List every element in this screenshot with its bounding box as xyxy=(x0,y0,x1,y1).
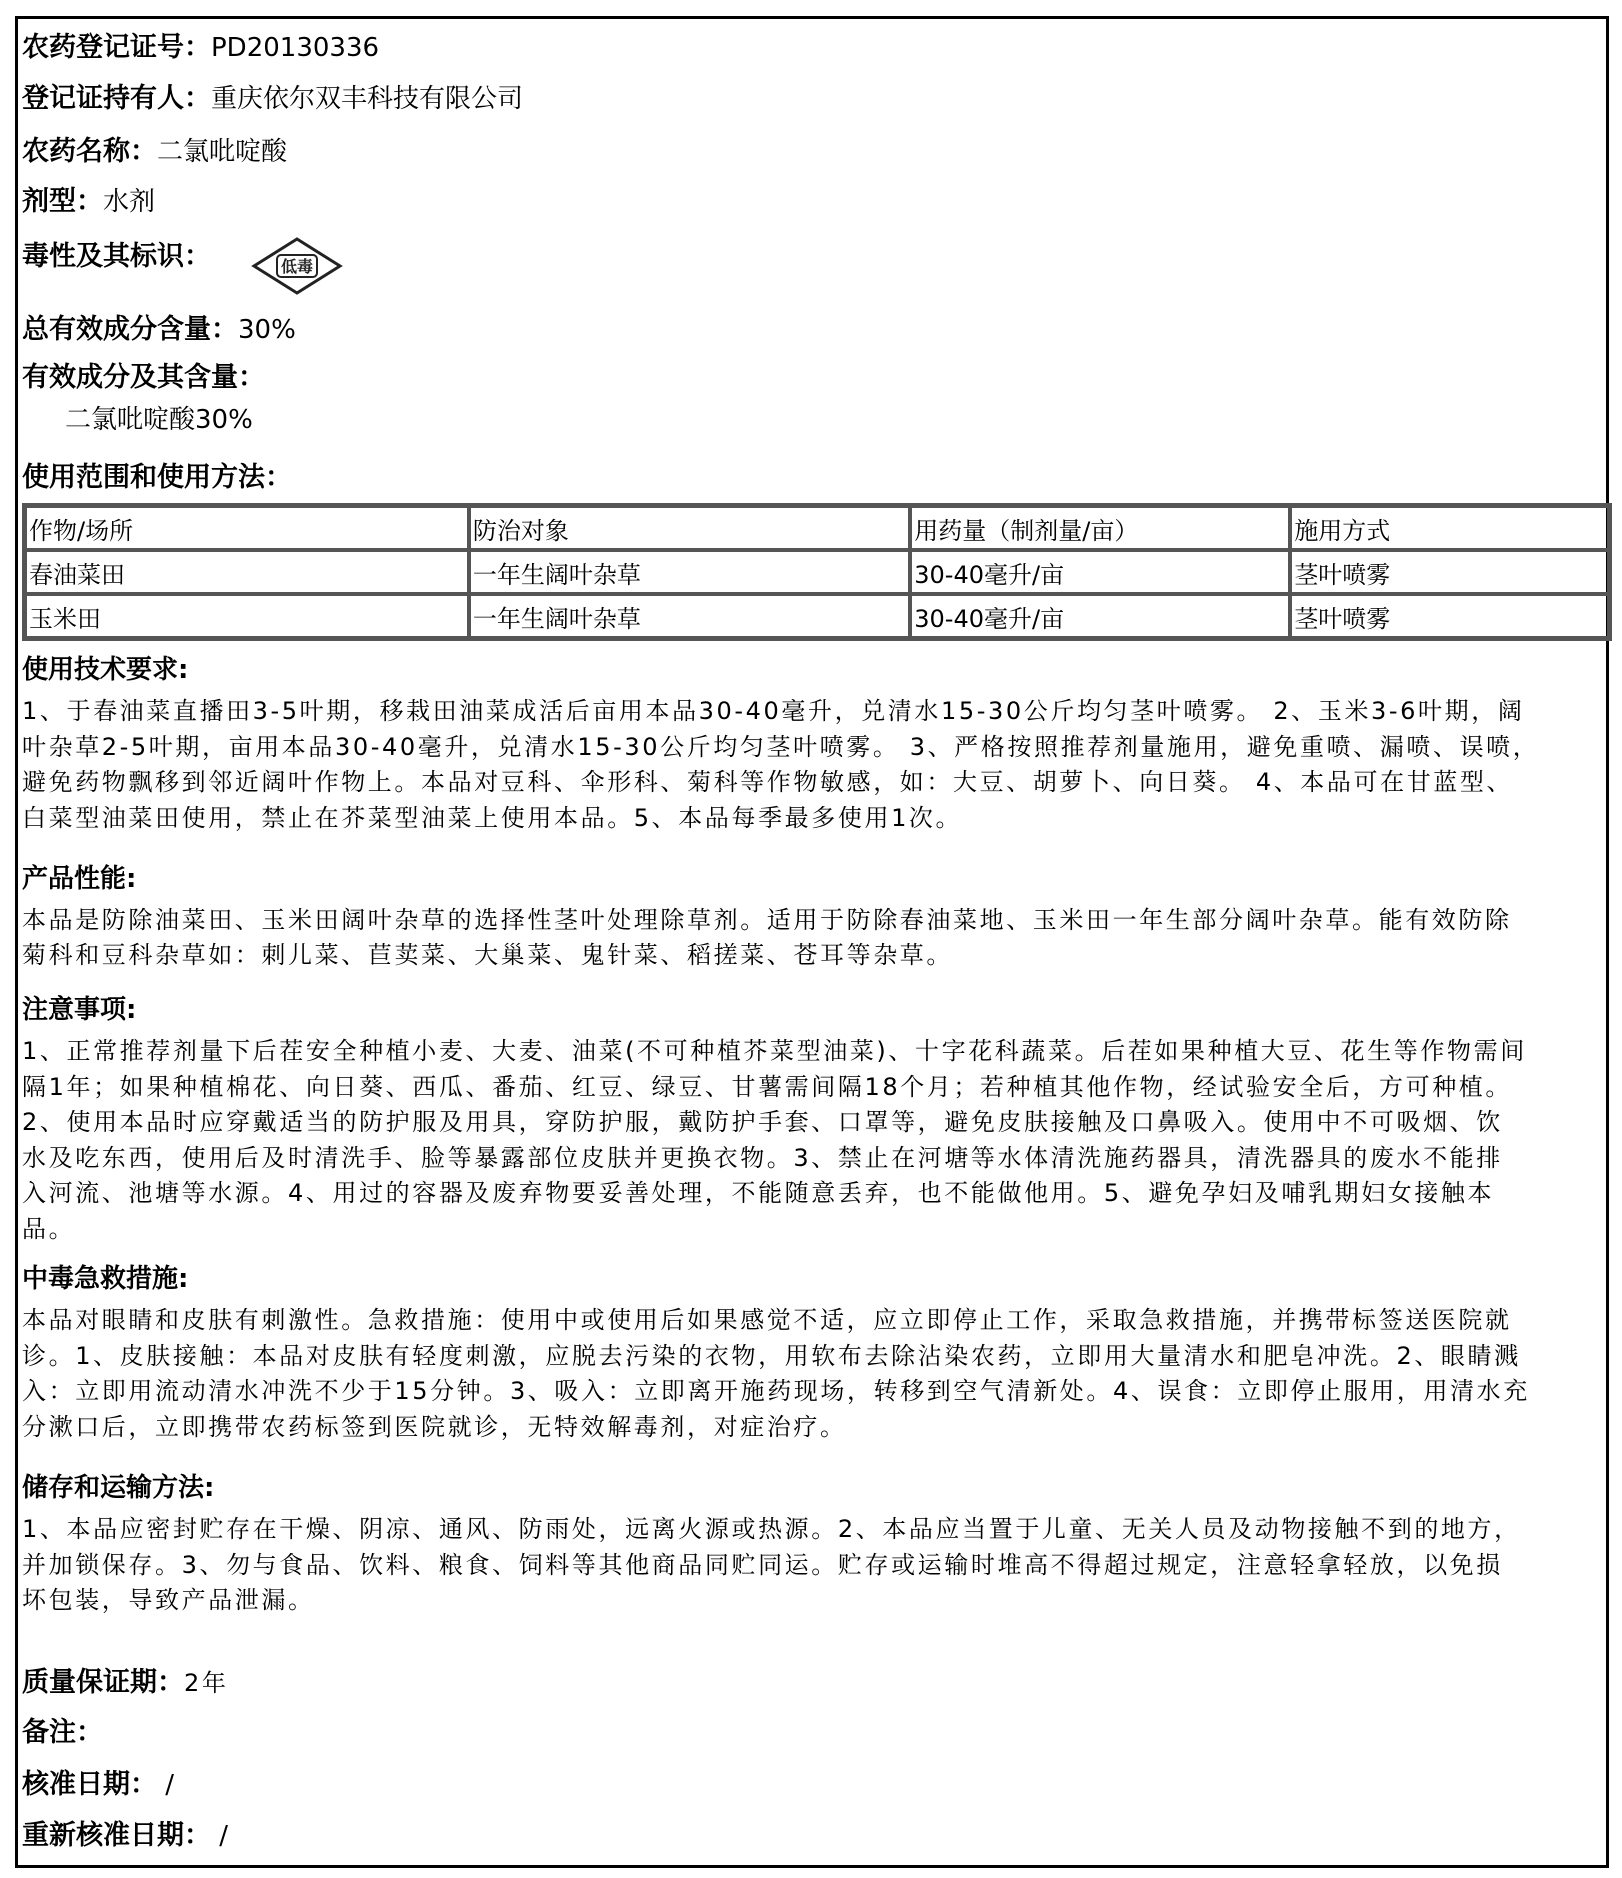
holder-value: 重庆依尔双丰科技有限公司 xyxy=(211,84,524,114)
precautions-text-line: 品。 xyxy=(22,1214,76,1243)
ingredients-value-row xyxy=(65,403,253,437)
reg-no-row xyxy=(22,31,379,65)
form-value: 水剂 xyxy=(103,187,156,217)
tech-requirements-text-line: 白菜型油菜田使用，禁止在芥菜型油菜上使用本品。5、本品每季最多使用1次。 xyxy=(22,803,963,832)
table-header-cell: 用药量（制剂量/亩） xyxy=(910,506,1290,550)
product-performance-heading: 产品性能: xyxy=(22,864,137,894)
tech-requirements-heading: 使用技术要求: xyxy=(22,655,189,685)
form-label: 剂型： xyxy=(22,186,103,217)
table-cell: 一年生阔叶杂草 xyxy=(469,594,910,638)
remarks-row xyxy=(22,1716,103,1750)
precautions-text-line: 1、正常推荐剂量下后茬安全种植小麦、大麦、油菜(不可种植芥菜型油菜)、十字花科蔬菜。后茬如果种植大豆、花生等作物需间 xyxy=(22,1037,1527,1065)
table-cell: 春油菜田 xyxy=(25,550,469,594)
total-content-row xyxy=(22,313,296,347)
product-performance-text-line: 本品是防除油菜田、玉米田阔叶杂草的选择性茎叶处理除草剂。适用于防除春油菜地、玉米田一年生部分阔叶杂草。能有效防除 xyxy=(22,906,1512,934)
holder-label: 登记证持有人： xyxy=(22,83,211,114)
first-aid-text-line: 入：立即用流动清水冲洗不少于15分钟。3、吸入：立即离开施药现场，转移到空气清新处。4、误食：立即停止服用，用清水充 xyxy=(22,1377,1530,1405)
storage-transport-text-line: 坏包装，导致产品泄漏。 xyxy=(22,1586,315,1614)
remarks-label: 备注： xyxy=(22,1717,103,1748)
precautions-heading: 注意事项: xyxy=(22,995,137,1025)
shelf-life-row xyxy=(22,1666,228,1700)
approval-date-value: / xyxy=(157,1770,175,1800)
tech-requirements-text-line: 避免药物飘移到邻近阔叶作物上。本品对豆科、伞形科、菊科等作物敏感，如：大豆、胡萝卜、向日葵。 4、本品可在甘蓝型、 xyxy=(22,768,1514,796)
table-header-cell: 作物/场所 xyxy=(25,506,469,550)
name-row xyxy=(22,135,287,169)
tech-requirements-text-line: 1、于春油菜直播田3-5叶期，移栽田油菜成活后亩用本品30-40毫升，兑清水15-30公斤均匀茎叶喷雾。 2、玉米3-6叶期，阔 xyxy=(22,697,1525,725)
toxicity-row xyxy=(22,240,211,274)
name-label: 农药名称： xyxy=(22,136,157,167)
usage-row xyxy=(22,461,292,495)
approval-date-label: 核准日期： xyxy=(22,1769,157,1800)
product-performance-text-line: 菊科和豆科杂草如：刺儿菜、苣荬菜、大巢菜、鬼针菜、稻搓菜、苍耳等杂草。 xyxy=(22,941,953,969)
tech-requirements-text-line: 叶杂草2-5叶期，亩用本品30-40毫升，兑清水15-30公斤均匀茎叶喷雾。 3、严格按照推荐剂量施用，避免重喷、漏喷、误喷， xyxy=(22,732,1540,761)
table-header-row xyxy=(25,506,1609,550)
table-row xyxy=(25,550,1609,594)
reapproval-date-label: 重新核准日期： xyxy=(22,1820,211,1851)
ingredients-row xyxy=(22,361,265,395)
shelf-life-label: 质量保证期： xyxy=(22,1667,184,1698)
usage-table xyxy=(22,503,1612,641)
form-row xyxy=(22,185,155,219)
storage-transport-text-line: 1、本品应密封贮存在干燥、阴凉、通风、防雨处，远离火源或热源。2、本品应当置于儿童、无关人员及动物接触不到的地方， xyxy=(22,1515,1521,1543)
approval-date-row xyxy=(22,1768,174,1802)
table-cell: 玉米田 xyxy=(25,594,469,638)
table-cell: 30-40毫升/亩 xyxy=(910,550,1290,594)
table-cell: 一年生阔叶杂草 xyxy=(469,550,910,594)
precautions-text-line: 水及吃东西，使用后及时清洗手、脸等暴露部位皮肤并更换衣物。3、禁止在河塘等水体清洗施药器具，清洗器具的废水不能排 xyxy=(22,1143,1503,1172)
holder-row xyxy=(22,82,523,116)
first-aid-text-line: 诊。1、皮肤接触：本品对皮肤有轻度刺激，应脱去污染的衣物，用软布去除沾染农药，立即用大量清水和肥皂冲洗。2、眼睛溅 xyxy=(22,1341,1521,1370)
ingredients-value: 二氯吡啶酸30% xyxy=(65,405,253,435)
table-header-cell: 防治对象 xyxy=(469,506,910,550)
table-row xyxy=(25,594,1609,638)
storage-transport-heading: 储存和运输方法: xyxy=(22,1473,215,1503)
precautions-text-line: 2、使用本品时应穿戴适当的防护服及用具，穿防护服，戴防护手套、口罩等，避免皮肤接触及口鼻吸入。使用中不可吸烟、饮 xyxy=(22,1108,1503,1136)
table-cell: 茎叶喷雾 xyxy=(1290,594,1609,638)
table-cell: 30-40毫升/亩 xyxy=(910,594,1290,638)
storage-transport-text-line: 并加锁保存。3、勿与食品、饮料、粮食、饲料等其他商品同贮同运。贮存或运输时堆高不得超过规定，注意轻拿轻放，以免损 xyxy=(22,1550,1503,1579)
first-aid-heading: 中毒急救措施: xyxy=(22,1264,189,1294)
table-cell: 茎叶喷雾 xyxy=(1290,550,1609,594)
precautions-text-line: 入河流、池塘等水源。4、用过的容器及废弃物要妥善处理，不能随意丢弃，也不能做他用。5、避免孕妇及哺乳期妇女接触本 xyxy=(22,1179,1495,1207)
usage-label: 使用范围和使用方法： xyxy=(22,462,292,493)
toxicity-label: 毒性及其标识： xyxy=(22,241,211,272)
reg-no-label: 农药登记证号： xyxy=(22,32,211,63)
table-header-cell: 施用方式 xyxy=(1290,506,1609,550)
first-aid-text-line: 分漱口后，立即携带农药标签到医院就诊，无特效解毒剂，对症治疗。 xyxy=(22,1412,847,1441)
reg-no-value: PD20130336 xyxy=(211,33,380,63)
reapproval-date-row xyxy=(22,1819,228,1853)
name-value: 二氯吡啶酸 xyxy=(157,137,288,167)
shelf-life-value: 2年 xyxy=(184,1669,229,1697)
total-content-value: 30% xyxy=(238,315,296,345)
ingredients-label: 有效成分及其含量： xyxy=(22,362,265,393)
total-content-label: 总有效成分含量： xyxy=(22,314,238,345)
reapproval-date-value: / xyxy=(211,1821,229,1851)
precautions-text-line: 隔1年；如果种植棉花、向日葵、西瓜、番茄、红豆、绿豆、甘薯需间隔18个月；若种植其他作物，经试验安全后，方可种植。 xyxy=(22,1072,1513,1101)
first-aid-text-line: 本品对眼睛和皮肤有刺激性。急救措施：使用中或使用后如果感觉不适，应立即停止工作，采取急救措施，并携带标签送医院就 xyxy=(22,1306,1512,1334)
low-toxicity-icon xyxy=(250,236,344,296)
toxicity-badge-text: 低毒 xyxy=(280,257,314,276)
